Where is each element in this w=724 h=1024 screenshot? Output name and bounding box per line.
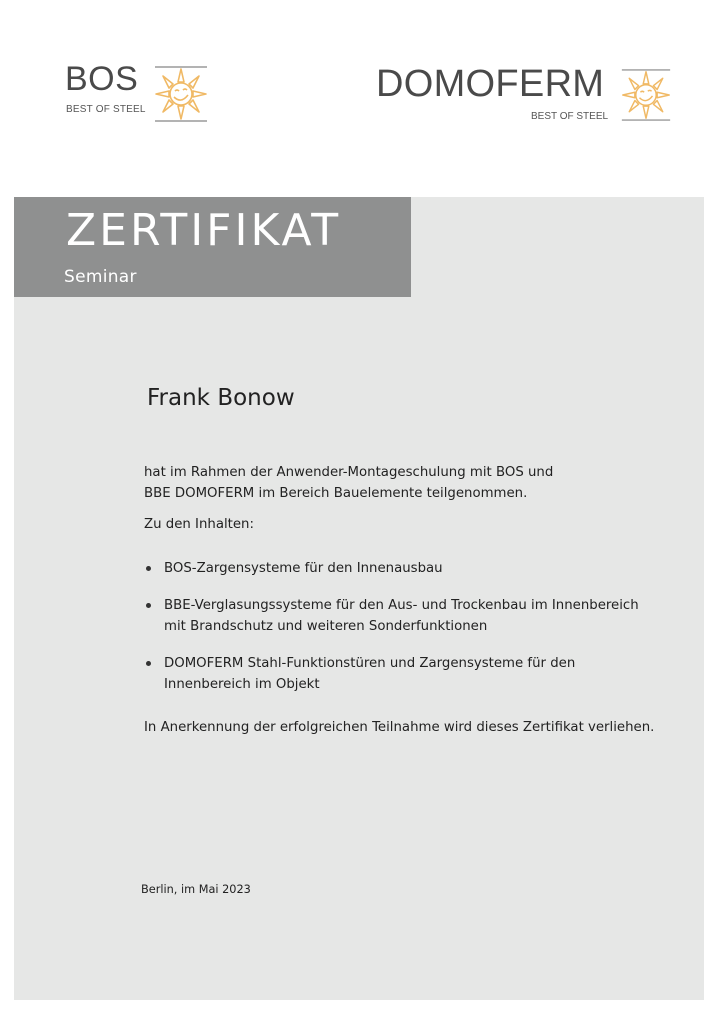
domoferm-logo-wordmark: DOMOFERM: [376, 63, 605, 105]
intro-line: hat im Rahmen der Anwender-Montageschulung mit BOS und: [144, 465, 554, 480]
recipient-name: Frank Bonow: [147, 385, 295, 411]
list-item-line: mit Brandschutz und weiteren Sonderfunktionen: [164, 619, 488, 634]
certificate-title: ZERTIFIKAT: [66, 205, 342, 256]
domoferm-logo-tagline: BEST OF STEEL: [531, 111, 609, 122]
contents-list: [144, 558, 639, 695]
list-item: [144, 595, 639, 637]
bullet-icon: [146, 566, 151, 571]
closing-statement: In Anerkennung der erfolgreichen Teilnahme wird dieses Zertifikat verliehen.: [144, 720, 655, 735]
list-item-line: Innenbereich im Objekt: [164, 677, 320, 692]
bullet-icon: [146, 603, 151, 608]
intro-line: BBE DOMOFERM im Bereich Bauelemente teilgenommen.: [144, 486, 528, 501]
list-item-line: BOS-Zargensysteme für den Innenausbau: [164, 561, 443, 576]
list-item-line: BBE-Verglasungssysteme für den Aus- und Trockenbau im Innenbereich: [164, 598, 639, 613]
sun-icon: [153, 65, 209, 123]
sun-icon: [620, 66, 672, 124]
bos-logo-wordmark: BOS: [65, 60, 139, 98]
list-item: [144, 558, 639, 579]
intro-paragraph: [144, 462, 553, 504]
bullet-icon: [146, 661, 151, 666]
list-item: [144, 653, 639, 695]
certificate-subtitle: Seminar: [64, 267, 137, 287]
certificate-title-banner: [14, 197, 411, 297]
bos-logo-tagline: BEST OF STEEL: [66, 104, 146, 115]
domoferm-logo: [376, 64, 676, 126]
place-and-date: Berlin, im Mai 2023: [141, 883, 251, 896]
contents-label: Zu den Inhalten:: [144, 517, 254, 532]
list-item-line: DOMOFERM Stahl-Funktionstüren und Zargensysteme für den: [164, 656, 576, 671]
bos-logo: [65, 62, 215, 122]
